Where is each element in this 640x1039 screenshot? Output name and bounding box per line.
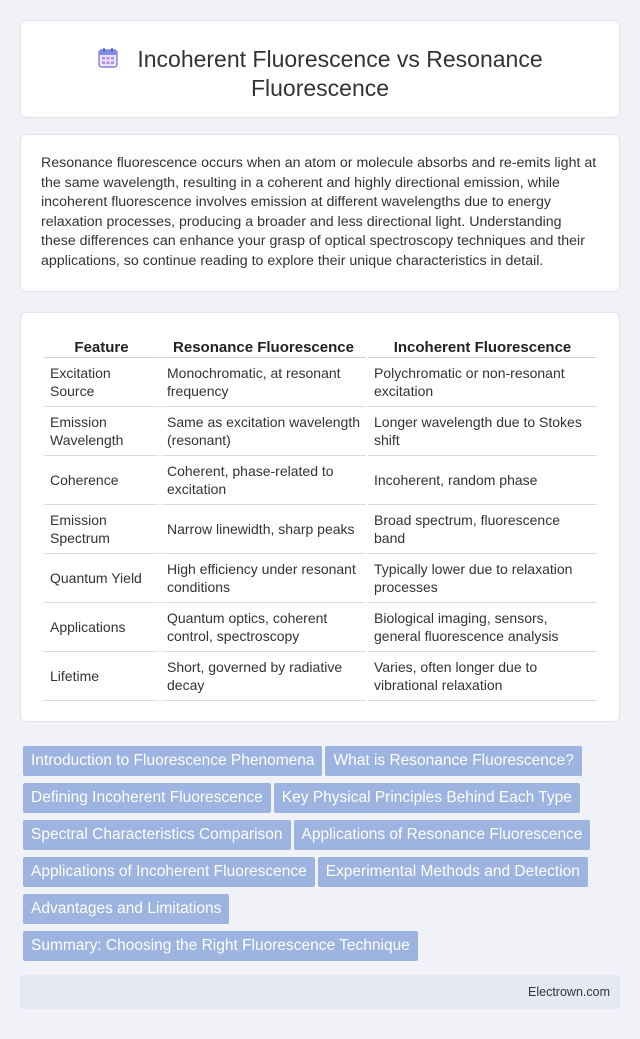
tag-applications-resonance[interactable]: Applications of Resonance Fluorescence — [294, 820, 591, 850]
table-row — [44, 603, 597, 652]
calendar-icon — [97, 47, 119, 69]
tag-defining-incoherent[interactable]: Defining Incoherent Fluorescence — [23, 783, 271, 813]
table-row — [44, 456, 597, 505]
table-cell: High efficiency under resonant conditions — [161, 554, 366, 603]
tag-introduction[interactable]: Introduction to Fluorescence Phenomena — [23, 746, 322, 776]
title-line-1: Incoherent Fluorescence vs Resonance — [137, 46, 543, 72]
table-cell: Biological imaging, sensors, general fluorescence analysis — [368, 603, 597, 652]
table-cell: Quantum Yield — [44, 554, 159, 603]
footer-site-link[interactable]: Electrown.com — [528, 985, 610, 999]
table-cell: Monochromatic, at resonant frequency — [161, 358, 366, 407]
intro-card — [20, 134, 620, 292]
comparison-table — [42, 333, 599, 701]
tag-experimental-methods[interactable]: Experimental Methods and Detection — [318, 857, 588, 887]
table-header-row — [44, 333, 597, 358]
table-row — [44, 358, 597, 407]
table-row — [44, 407, 597, 456]
tag-key-principles[interactable]: Key Physical Principles Behind Each Type — [274, 783, 580, 813]
tag-summary[interactable]: Summary: Choosing the Right Fluorescence Technique — [23, 931, 418, 961]
footer — [20, 975, 620, 1009]
tag-what-is-resonance[interactable]: What is Resonance Fluorescence? — [325, 746, 581, 776]
table-cell: Typically lower due to relaxation processes — [368, 554, 597, 603]
table-cell: Lifetime — [44, 652, 159, 701]
table-cell: Broad spectrum, fluorescence band — [368, 505, 597, 554]
column-header-resonance: Resonance Fluorescence — [161, 333, 366, 358]
table-row — [44, 554, 597, 603]
table-row — [44, 652, 597, 701]
table-cell: Polychromatic or non-resonant excitation — [368, 358, 597, 407]
tag-applications-incoherent[interactable]: Applications of Incoherent Fluorescence — [23, 857, 315, 887]
table-cell: Emission Spectrum — [44, 505, 159, 554]
page-title — [21, 45, 619, 103]
table-cell: Incoherent, random phase — [368, 456, 597, 505]
table-cell: Quantum optics, coherent control, spectroscopy — [161, 603, 366, 652]
column-header-feature: Feature — [44, 333, 159, 358]
table-cell: Emission Wavelength — [44, 407, 159, 456]
comparison-table-card — [20, 312, 620, 722]
table-cell: Applications — [44, 603, 159, 652]
table-row — [44, 505, 597, 554]
table-cell: Same as excitation wavelength (resonant) — [161, 407, 366, 456]
topic-tag-list — [23, 746, 613, 968]
tag-advantages-limitations[interactable]: Advantages and Limitations — [23, 894, 229, 924]
table-cell: Coherence — [44, 456, 159, 505]
column-header-incoherent: Incoherent Fluorescence — [368, 333, 597, 358]
table-cell: Longer wavelength due to Stokes shift — [368, 407, 597, 456]
intro-paragraph: Resonance fluorescence occurs when an atom or molecule absorbs and re-emits light at the same wavelength, resulting in a coherent and highly directional emission, while incoherent fluorescence involves emission at different wavelengths due to energy relaxation processes, producing a broader and less directional light. Understanding these differences can enhance your grasp of optical spectroscopy techniques and their applications, so continue reading to explore their unique characteristics in detail. — [41, 155, 597, 269]
table-cell: Excitation Source — [44, 358, 159, 407]
table-cell: Narrow linewidth, sharp peaks — [161, 505, 366, 554]
title-line-2: Fluorescence — [250, 75, 390, 101]
tag-spectral-comparison[interactable]: Spectral Characteristics Comparison — [23, 820, 291, 850]
title-card — [20, 20, 620, 118]
table-cell: Coherent, phase-related to excitation — [161, 456, 366, 505]
table-cell: Varies, often longer due to vibrational relaxation — [368, 652, 597, 701]
table-cell: Short, governed by radiative decay — [161, 652, 366, 701]
